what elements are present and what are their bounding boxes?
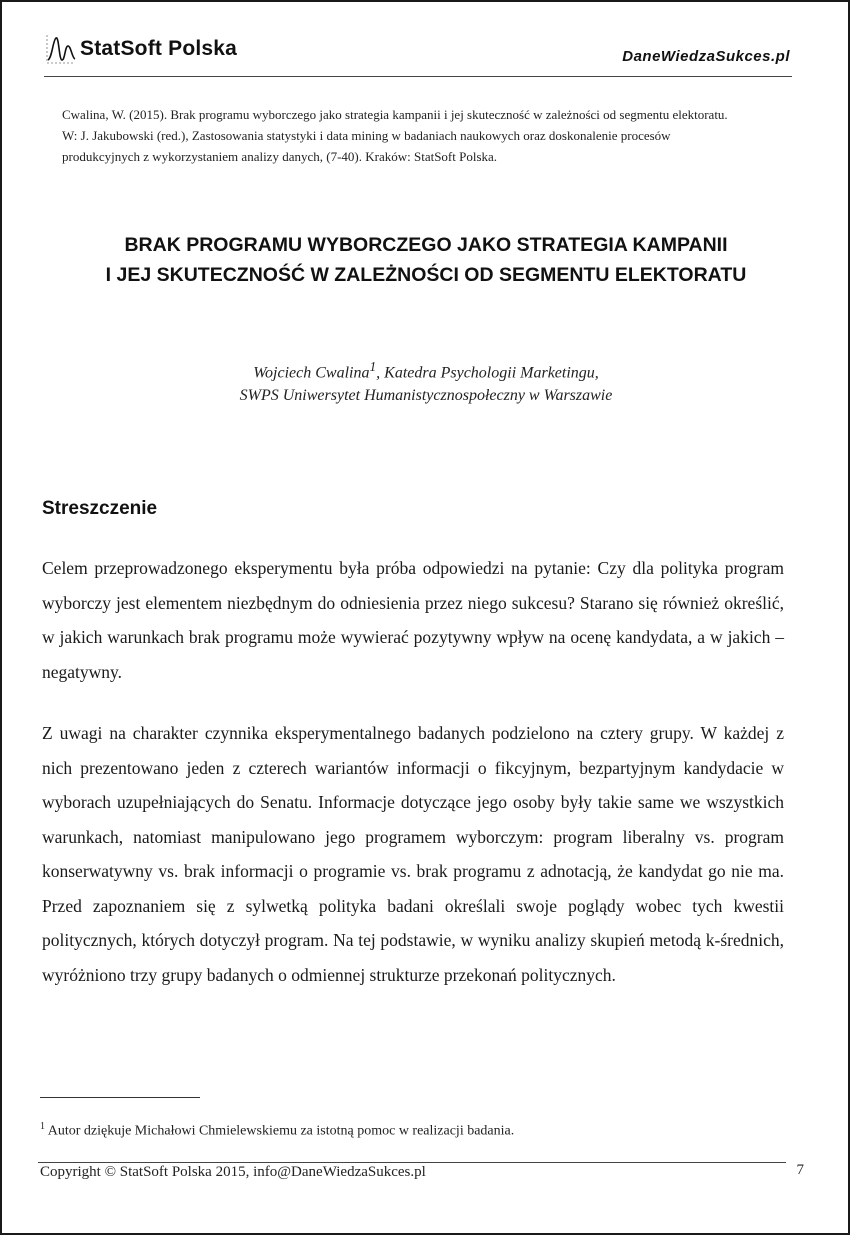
citation-line: W: J. Jakubowski (red.), Zastosowania statystyki i data mining w badaniach naukowych oraz doskonalenie procesów [62,128,671,143]
article-title [40,230,812,290]
citation-line: Cwalina, W. (2015). Brak programu wyborczego jako strategia kampanii i jej skuteczność w zależności od segmentu elektoratu. [62,107,728,122]
statsoft-logo [44,32,237,66]
author-affiliation-2: SWPS Uniwersytet Humanistycznospołeczny w Warszawie [239,387,613,405]
author-name: Wojciech Cwalina [253,364,370,382]
author-affiliation-1: , Katedra Psychologii Marketingu, [376,364,599,382]
citation-block [62,104,814,167]
title-line-1: BRAK PROGRAMU WYBORCZEGO JAKO STRATEGIA KAMPANII [124,234,728,256]
section-heading: Streszczenie [42,498,158,519]
site-name: DaneWiedzaSukces.pl [622,48,790,65]
author-footnote-mark: 1 [369,359,377,374]
footnote-mark: 1 [40,1121,45,1132]
abstract-paragraph-1: Celem przeprowadzonego eksperymentu była próba odpowiedzi na pytanie: Czy dla polityka program wyborczy jest elementem niezbędnym do odniesienia przez niego sukcesu? Starano się również określić, w jakich warunkach brak programu może wywierać pozytywny wpływ na ocenę kandydata, a w jakich – negatywny. [42,558,784,682]
footer-divider [38,1162,786,1163]
footnote [40,1121,514,1140]
footnote-text: Autor dziękuje Michałowi Chmielewskiemu za istotną pomoc w realizacji badania. [45,1123,515,1139]
logo-text: StatSoft Polska [80,37,238,60]
page-number: 7 [796,1162,804,1178]
page-header [44,26,792,78]
abstract-paragraph-2: Z uwagi na charakter czynnika eksperymentalnego badanych podzielono na cztery grupy. W każdej z nich prezentowano jeden z czterech wariantów informacji o fikcyjnym, bezpartyjnym kandydacie w wyborach uzupełniających do Senatu. Informacje dotyczące jego osoby były takie same we wszystkich warunkach, natomiast manipulowano jego programem wyborczym: program liberalny vs. program konserwatywny vs. brak informacji o programie vs. brak programu z adnotacją, że kandydat go nie ma. Przed zapoznaniem się z sylwetką polityka badani określali swoje poglądy wobec tych kwestii politycznych, których dotyczył program. Na tej podstawie, w wyniku analizy skupień metodą k-średnich, wyróżniono trzy grupy badanych o odmiennej strukturze przekonań politycznych. [42,723,784,985]
citation-line: produkcyjnych z wykorzystaniem analizy danych, (7-40). Kraków: StatSoft Polska. [62,149,498,164]
footnote-divider [40,1097,200,1098]
author-block [40,355,812,407]
chart-logo-icon [44,32,78,66]
title-line-2: I JEJ SKUTECZNOŚĆ W ZALEŻNOŚCI OD SEGMENTU ELEKTORATU [105,264,747,286]
header-divider [44,76,792,77]
footer-copyright: Copyright © StatSoft Polska 2015, info@DaneWiedzaSukces.pl [40,1164,426,1180]
